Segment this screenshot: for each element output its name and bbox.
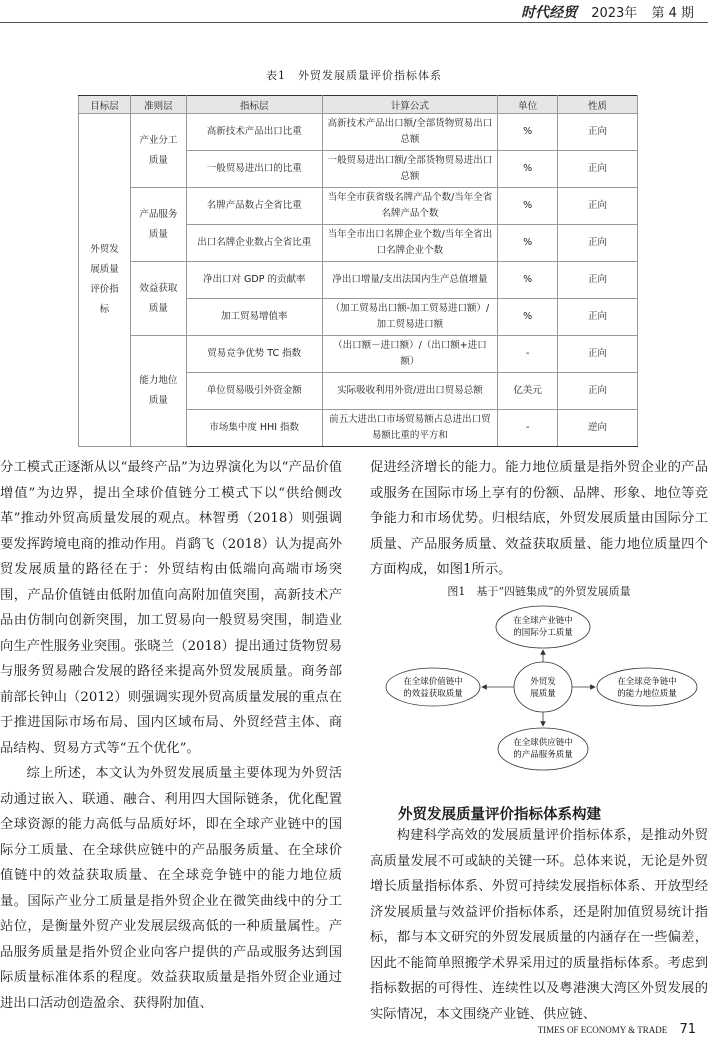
criterion-cell: 产业分工质量 [130,114,186,188]
table-row [79,188,638,225]
table-header-cell: 指标层 [186,96,322,114]
header-year: 2023年 [591,6,638,21]
node-top-line2: 的国际分工质量 [513,628,573,638]
nature-cell: 正向 [558,188,638,225]
figure-caption: 图1 基于“四链集成”的外贸发展质量 [447,585,631,598]
node-center [514,662,572,712]
left-paragraph-2: 综上所述，本文认为外贸发展质量主要体现为外贸活动通过嵌入、联通、融合、利用四大国际链条，优化配置全球资源的能力高低与品质好坏，即在全球产业链中的国际分工质量、在全球供应链中的产品服务质量、在全球价值链中的效益获取质量、在全球竞争链中的能力地位质量。国际产业分工质量是指外贸企业在微笑曲线中的分工站位，是衡量外贸产业发展层级高低的一种质量属性。产品服务质量是指外贸企业向客户提供的产品或服务达到国际质量标准体系的程度。效益获取质量是指外贸企业通过进出口活动创造盈余、获得附加值、 [0,766,342,1011]
table-header-cell: 单位 [498,96,558,114]
table-header-cell: 准则层 [130,96,186,114]
page-header [0,0,708,24]
indicator-cell: 贸易竞争优势 TC 指数 [186,336,322,373]
table-header-cell: 目标层 [79,96,131,114]
indicator-cell: 净出口对 GDP 的贡献率 [186,262,322,299]
left-column [0,455,342,1016]
nature-cell: 正向 [558,299,638,336]
unit-cell: 亿美元 [498,373,558,410]
unit-cell: % [498,299,558,336]
criterion-cell: 产品服务质量 [130,188,186,262]
indicator-cell: 市场集中度 HHI 指数 [186,410,322,447]
journal-name: 时代经贸 [521,5,578,21]
criterion-cell: 效益获取质量 [130,262,186,336]
node-right [597,668,697,706]
header-issue: 第 4 期 [651,6,694,21]
unit-cell: % [498,188,558,225]
node-top [496,606,590,648]
nature-cell: 正向 [558,262,638,299]
node-center-line2: 展质量 [530,689,556,699]
section-title: 外贸发展质量评价指标体系构建 [398,807,601,823]
page-number: 71 [679,1022,696,1037]
indicator-cell: 名牌产品数占全省比重 [186,188,322,225]
indicator-table [78,95,638,447]
node-left-line1: 在全球价值链中 [403,677,463,687]
table-header-cell: 性质 [558,96,638,114]
header-rule [0,22,708,23]
right-column [370,455,708,583]
nature-cell: 正向 [558,373,638,410]
header-info [521,2,694,22]
indicator-cell: 高新技术产品出口比重 [186,114,322,151]
nature-cell: 正向 [558,114,638,151]
table-row [79,114,638,151]
formula-cell: 当年全市获省级名牌产品个数/当年全省名牌产品个数 [322,188,498,225]
node-top-line1: 在全球产业链中 [513,616,573,626]
table-header-cell: 计算公式 [322,96,498,114]
target-cell: 外贸发展质量评价指标 [79,114,131,447]
unit-cell: % [498,225,558,262]
unit-cell: % [498,262,558,299]
unit-cell: % [498,114,558,151]
formula-cell: （加工贸易出口额-加工贸易进口额）/加工贸易进口额 [322,299,498,336]
right-column-lower [370,823,708,1027]
node-bottom-line1: 在全球供应链中 [513,738,573,748]
page-footer [538,1022,696,1037]
node-left [386,668,480,706]
node-right-line1: 在全球竞争链中 [617,677,677,687]
unit-cell: - [498,336,558,373]
indicator-cell: 一般贸易进出口的比重 [186,151,322,188]
right-paragraph-2: 构建科学高效的发展质量评价指标体系，是推动外贸高质量发展不可或缺的关键一环。总体来说，无论是外贸增长质量指标体系、外贸可持续发展指标体系、开放型经济发展质量与效益评价指标体系，还是附加值贸易统计指标，都与本文研究的外贸发展质量的内涵存在一些偏差，因此不能简单照搬学术界采用过的质量指标体系。考虑到指标数据的可得性、连续性以及粤港澳大湾区外贸发展的实际情况，本文围绕产业链、供应链、 [370,828,708,1022]
unit-cell: % [498,151,558,188]
nature-cell: 正向 [558,225,638,262]
nature-cell: 正向 [558,336,638,373]
node-center-line1: 外贸发 [530,677,556,687]
formula-cell: 实际吸收利用外资/进出口贸易总额 [322,373,498,410]
unit-cell: - [498,410,558,447]
table-row [79,262,638,299]
left-paragraph-1: 分工模式正逐渐从以“最终产品”为边界演化为以“产品价值增值”为边界，提出全球价值链分工模式下以“供给侧改革”推动外贸高质量发展的观点。林智勇（2018）则强调要发挥跨境电商的推动作用。肖鹞飞（2018）认为提高外贸发展质量的路径在于：外贸结构由低端向高端市场突围，产品价值链由低附加值向高附加值突围，高新技术产品由仿制向创新突围，加工贸易向一般贸易突围，制造业向生产性服务业突围。张晓兰（2018）提出通过货物贸易与服务贸易融合发展的路径来提高外贸发展质量。商务部前部长钟山（2012）则强调实现外贸高质量发展的重点在于推进国际市场布局、国内区域布局、外贸经营主体、商品结构、贸易方式等“五个优化”。 [0,460,342,756]
node-bottom-line2: 的产品服务质量 [513,750,573,760]
node-left-line2: 的效益获取质量 [403,689,463,699]
formula-cell: 前五大进出口市场贸易额占总进出口贸易额比重的平方和 [322,410,498,447]
right-paragraph-1: 促进经济增长的能力。能力地位质量是指外贸企业的产品或服务在国际市场上享有的份额、品牌、形象、地位等竞争能力和市场优势。归根结底，外贸发展质量由国际分工质量、产品服务质量、效益获取质量、能力地位质量四个方面构成，如图1所示。 [370,460,708,577]
formula-cell: 一般贸易进出口额/全部货物贸易进出口总额 [322,151,498,188]
table-header-row [79,96,638,114]
table-caption: 表1 外贸发展质量评价指标体系 [266,69,442,82]
indicator-cell: 加工贸易增值率 [186,299,322,336]
figure-diagram [385,605,705,775]
formula-cell: 高新技术产品出口额/全部货物贸易出口总额 [322,114,498,151]
table-row [79,336,638,373]
criterion-cell: 能力地位质量 [130,336,186,447]
node-right-line2: 的能力地位质量 [617,689,677,699]
node-bottom [498,728,588,770]
footer-journal: TIMES OF ECONOMY & TRADE [537,1025,668,1035]
formula-cell: （出口额－进口额）/（出口额+进口额） [322,336,498,373]
nature-cell: 正向 [558,151,638,188]
indicator-cell: 出口名牌企业数占全省比重 [186,225,322,262]
formula-cell: 净出口增量/支出法国内生产总值增量 [322,262,498,299]
nature-cell: 逆向 [558,410,638,447]
formula-cell: 当年全市出口名牌企业个数/当年全省出口名牌企业个数 [322,225,498,262]
indicator-cell: 单位贸易吸引外资金额 [186,373,322,410]
